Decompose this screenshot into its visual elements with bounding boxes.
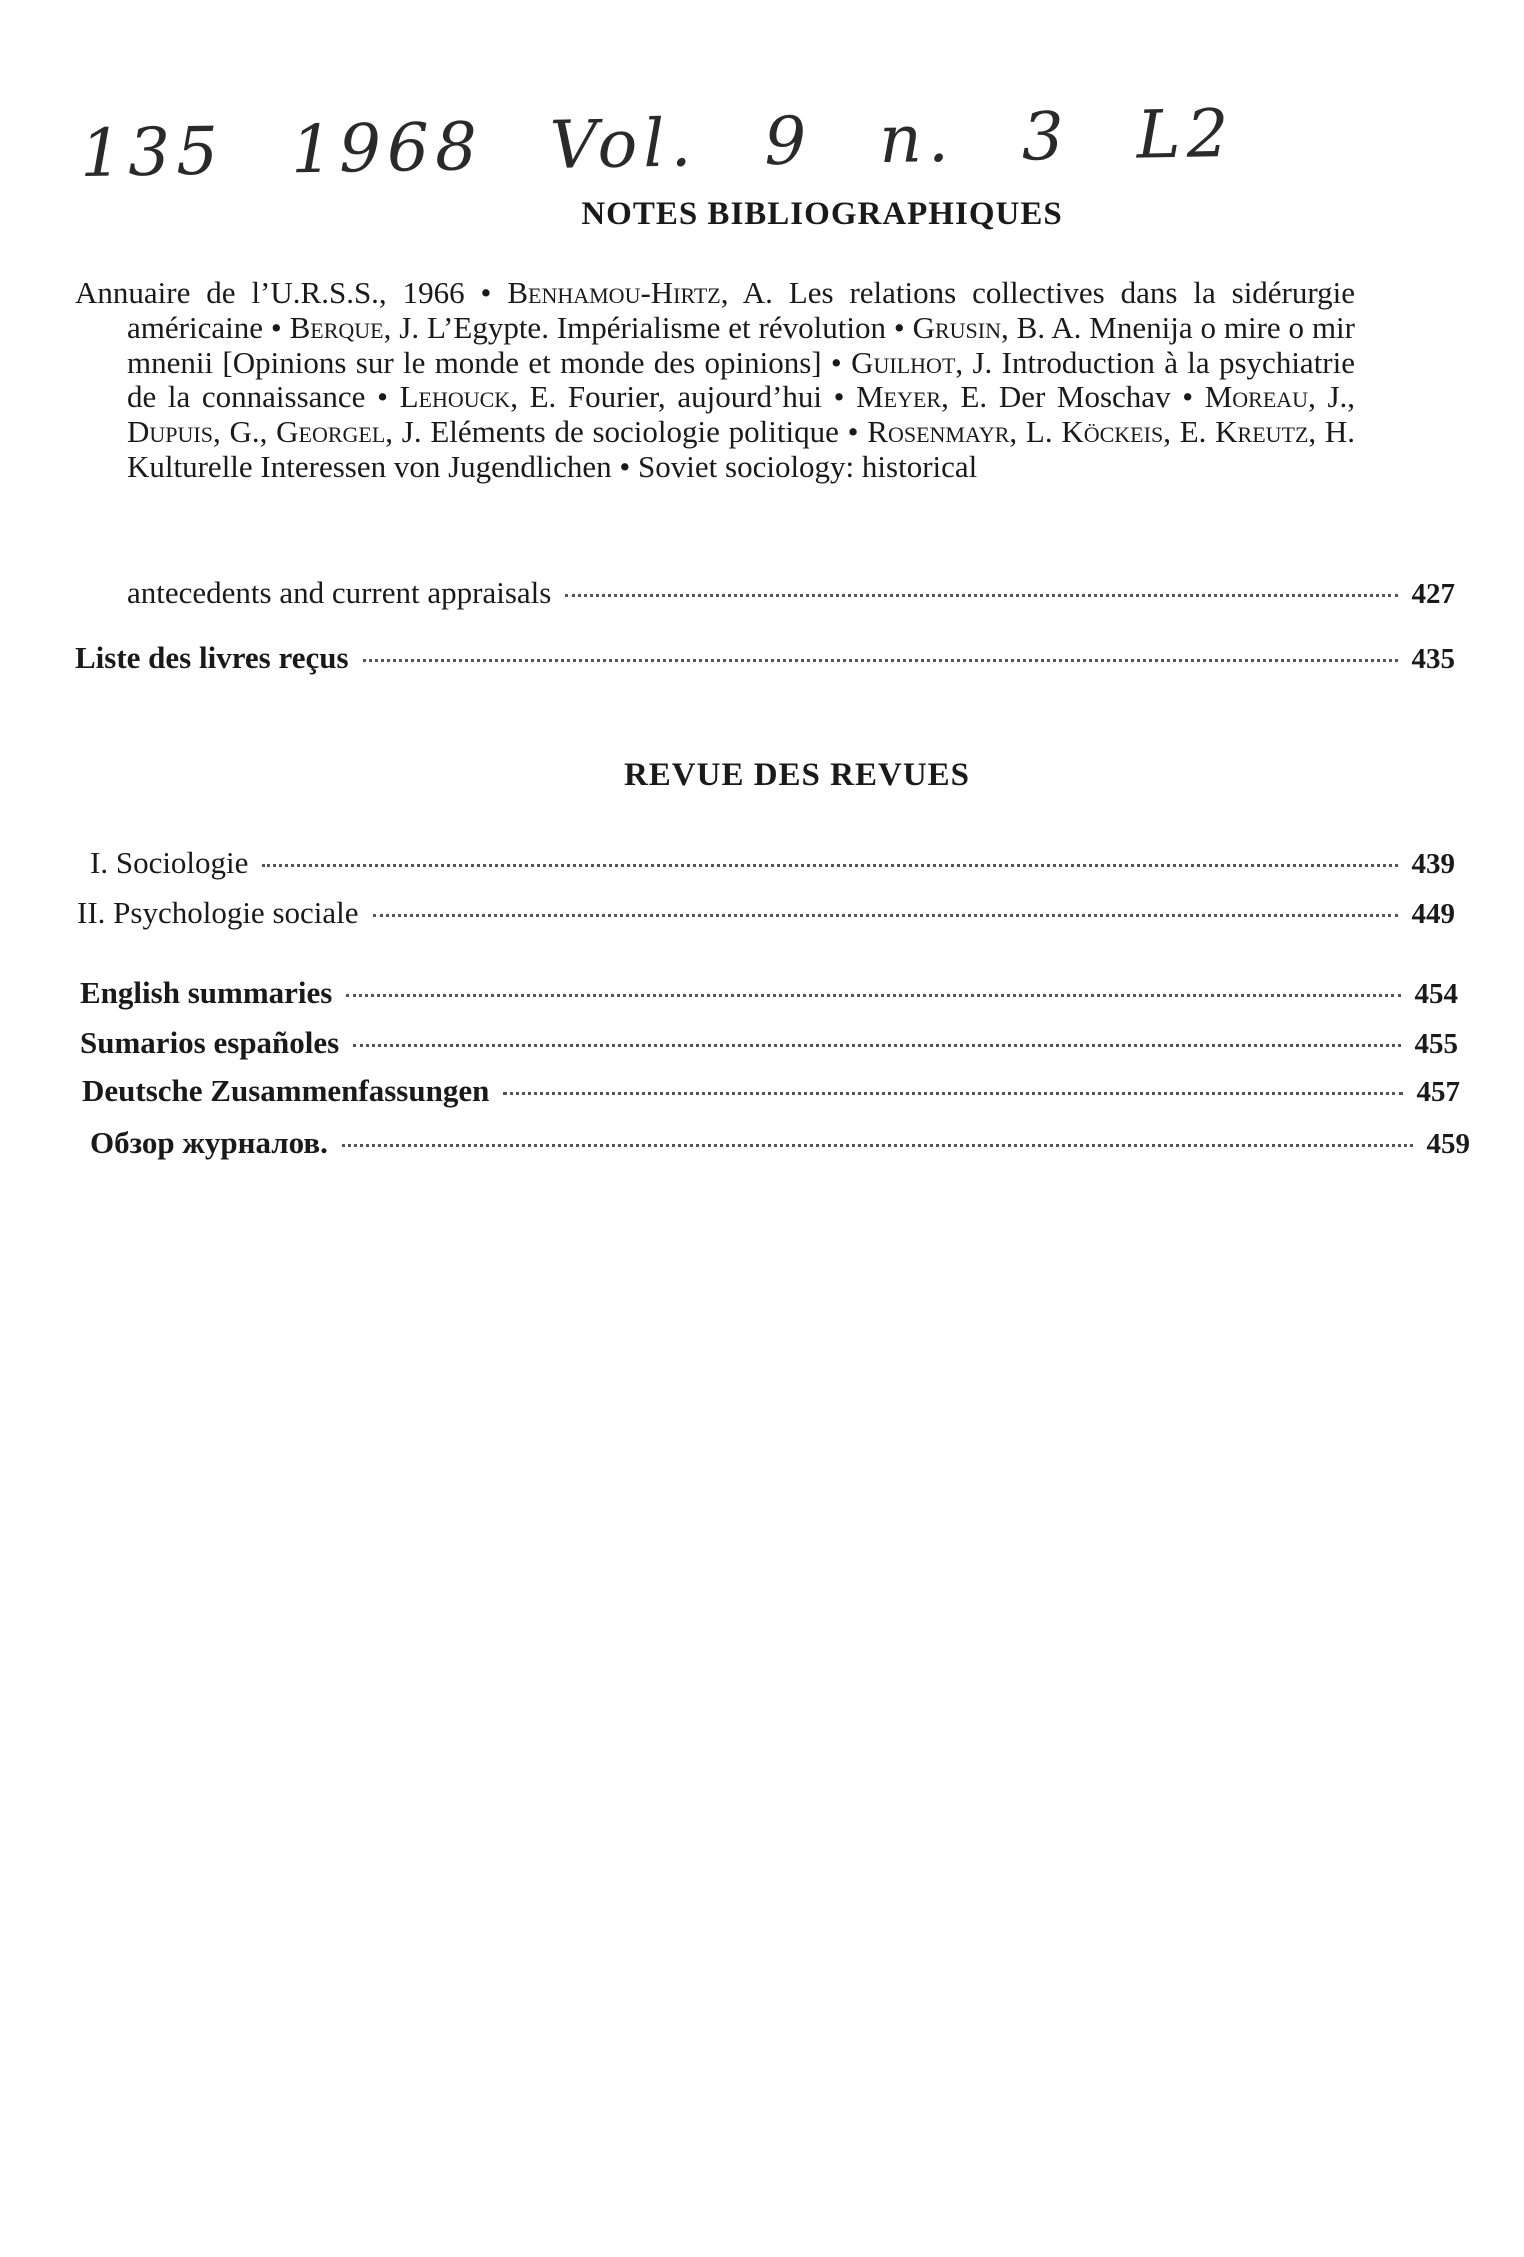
author-name: Köckeis [1061, 414, 1164, 450]
author-name: Rosenmayr [867, 414, 1010, 450]
bullet: • [1182, 379, 1194, 415]
page-number: 455 [1414, 1028, 1458, 1060]
entry-text: , E. Fourier, aujourd’hui [510, 379, 822, 415]
page-number: 454 [1414, 978, 1458, 1010]
toc-label: Deutsche Zusammenfassungen [82, 1073, 490, 1108]
entry-text: , E. Der Moschav [941, 379, 1171, 415]
bibliography-last-line [127, 575, 1455, 611]
entry-text: , E. [1163, 414, 1216, 450]
entry-text: , B. A. Mnenija o mire o mir mnenii [Opinions sur le monde et monde des opinions] [127, 309, 1355, 380]
bullet: • [270, 309, 282, 345]
dot-leader [353, 1044, 1400, 1047]
dot-leader [346, 994, 1400, 997]
dot-leader [342, 1144, 1413, 1147]
author-name: Georgel [276, 414, 386, 450]
page-number: 427 [1411, 578, 1455, 610]
notes-bibliographiques-title: NOTES BIBLIOGRAPHIQUES [581, 196, 1063, 232]
page-number: 457 [1416, 1076, 1460, 1108]
dot-leader [363, 659, 1398, 662]
toc-label: Liste des livres reçus [75, 640, 349, 675]
bullet: • [377, 379, 388, 415]
dot-leader [503, 1092, 1402, 1095]
bullet: • [833, 379, 845, 415]
page-number: 435 [1411, 643, 1455, 675]
entry-text: , J. L’Egypte. Impérialisme et révolution [383, 309, 886, 345]
bullet: • [619, 448, 631, 484]
author-name: Kreutz [1215, 414, 1309, 450]
toc-label: Sumarios españoles [80, 1025, 340, 1060]
dot-leader [373, 914, 1398, 917]
toc-row-deutsche-zusammenfassungen [82, 1073, 1460, 1109]
entry-text: , J. Eléments de sociologie politique [385, 414, 839, 450]
page-number: 449 [1411, 898, 1455, 930]
author-name: Guilhot [851, 344, 956, 380]
entry-text: antecedents and current appraisals [127, 575, 552, 610]
entry-text: , A. Les relations collectives dans la sidérurgie américaine [127, 275, 1356, 345]
author-name: Dupuis [127, 414, 213, 450]
entry-text: , H. Kulturelle Interessen von Jugendlichen [127, 414, 1356, 484]
author-name: Benhamou-Hirtz [507, 275, 721, 310]
entry-text: Soviet sociology: historical [638, 448, 978, 484]
bullet: • [893, 309, 905, 345]
author-name: Lehouck [399, 379, 511, 415]
author-name: Moreau [1204, 379, 1309, 415]
toc-label: I. Sociologie [90, 845, 249, 880]
toc-row-psychologie-sociale [77, 895, 1455, 931]
toc-row-liste-livres [75, 640, 1455, 676]
dot-leader [262, 864, 1397, 867]
page-number: 439 [1411, 848, 1455, 880]
entry-text: , J., [1308, 379, 1356, 415]
bullet: • [830, 344, 842, 380]
toc-label: English summaries [80, 975, 333, 1010]
handwritten-note: 135 1968 Vol. 9 n. 3 L2 [79, 94, 1236, 193]
toc-row-obzor-zhurnalov [90, 1125, 1470, 1161]
entry-text: , G., [212, 414, 277, 450]
bibliography-entries [75, 276, 1355, 485]
author-name: Meyer [856, 379, 942, 415]
page-number: 459 [1426, 1128, 1470, 1160]
toc-label: II. Psychologie sociale [77, 895, 359, 930]
toc-label: Обзор журналов. [90, 1125, 328, 1160]
entry-text: , L. [1009, 414, 1062, 450]
toc-row-sumarios-espanoles [80, 1025, 1458, 1061]
revue-des-revues-title: REVUE DES REVUES [623, 757, 971, 793]
entry-text: Annuaire de l’U.R.S.S., 1966 [75, 275, 465, 310]
author-name: Grusin [912, 309, 1001, 345]
dot-leader [565, 594, 1397, 597]
bullet: • [847, 414, 859, 450]
author-name: Berque [289, 309, 384, 345]
toc-row-english-summaries [80, 975, 1458, 1011]
toc-row-sociologie [90, 845, 1455, 881]
entry-text: , J. Introduction à la psychiatrie de la connaissance [127, 344, 1356, 415]
bullet: • [480, 275, 492, 310]
